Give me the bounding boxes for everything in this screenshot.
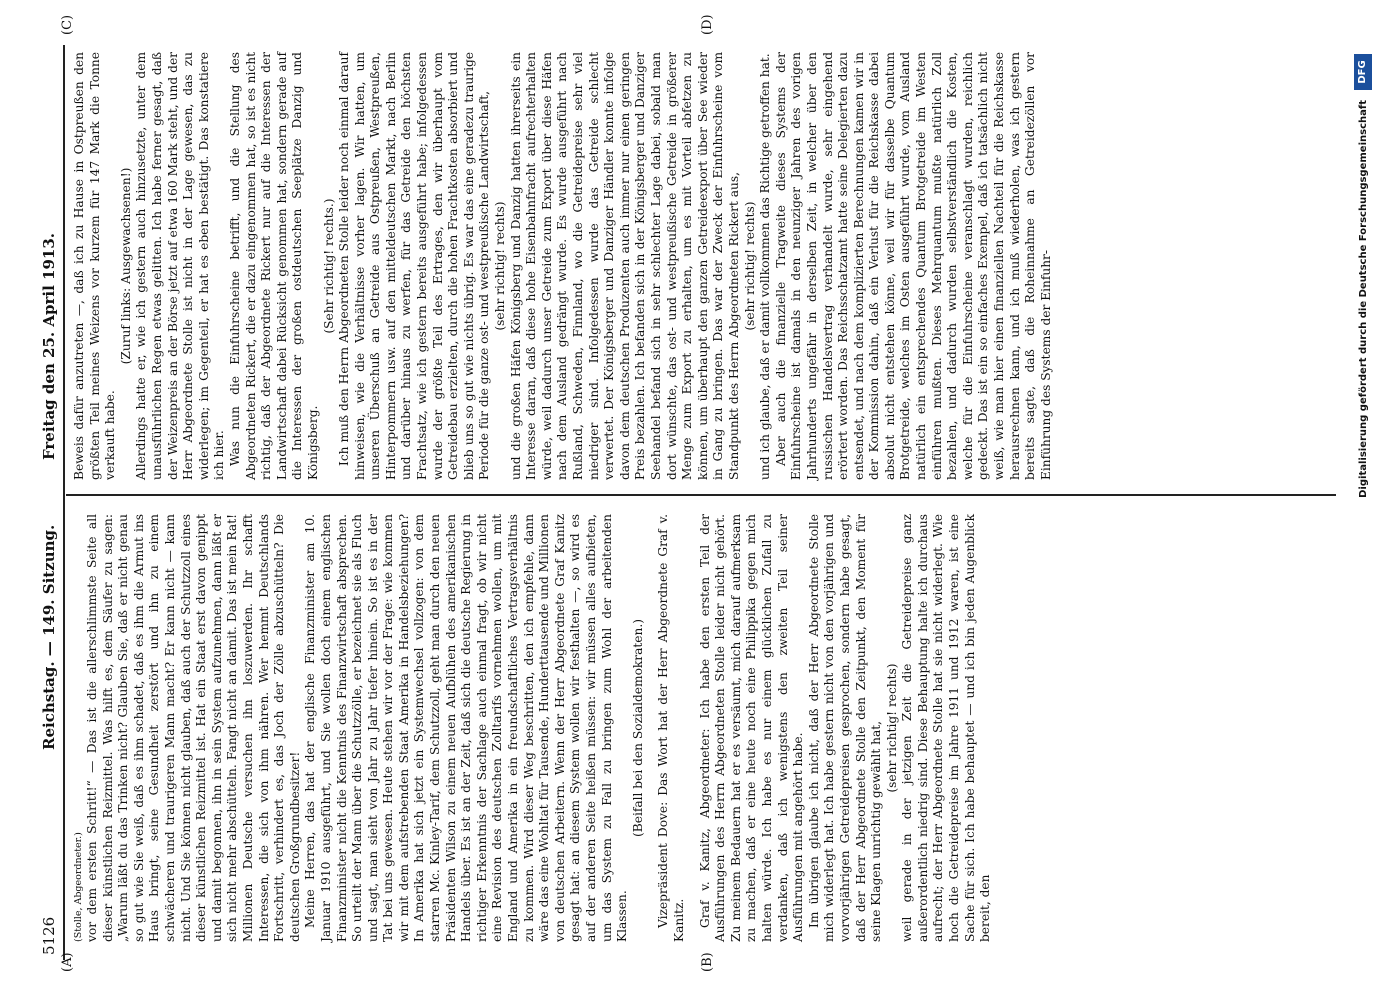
left-column xyxy=(72,514,994,942)
margin-mark-a: (A) xyxy=(60,952,75,972)
right-column xyxy=(72,52,1054,480)
header-rule xyxy=(63,45,65,960)
paragraph: Aber auch die finanzielle Tragweite dieses Systems der Einfuhrscheine ist damals in den neunziger Jahren des vorigen Jahrhunderts ungefähr in derselben Zeit, in welcher über den russischen Handelsvertrag verhandelt wurde, sehr eingehend erörtert worden. Das Reichsschatzamt hatte seine Delegierten dazu entsendet, und nach dem komplizierten Berechnungen kamen wir in der Kommission dahin, daß ein Verlust für die Reichskasse dabei absolut nicht entstehen könne, weil wir für dasselbe Quantum Brotgetreide, welches im Osten ausgeführt wurde, vom Ausland natürlich ein entsprechendes Quantum Brotgetreide im Westen einführen mußten. Dieses Mehrquantum mußte natürlich Zoll bezahlen, und dadurch wurden selbstverständlich die Kosten, welche für die Einfuhrscheine veranschlagt wurden, reichlich gedeckt. Das ist ein so einfaches Exempel, daß ich tatsächlich nicht weiß, wie man hier einen finanziellen Nachteil für die Reichskasse herausrechnen kann, und ich muß wiederholen, was ich gestern bereits sagte, daß die Roheinnahme an Getreidezöllen vor Einführung des Systems der Einfuhr- xyxy=(773,52,1053,480)
paragraph: weil gerade in der jetzigen Zeit die Getreidepreise ganz außerordentlich niedrig sind. Diese Behauptung halte ich durchaus aufrecht; der Herr Abgeordnete Stolle hat sie nicht widerlegt. Wie hoch die Getreidepreise im Jahre 1911 und 1912 waren, ist eine Sache für sich. Ich habe behauptet — und ich bin jeden Augenblick bereit, den xyxy=(900,514,993,942)
page-number: 5126 xyxy=(40,916,58,955)
paragraph: Beweis dafür anzutreten —, daß ich zu Hause in Ostpreußen den größten Teil meines Weizens vor kurzem für 147 Mark die Tonne verkauft habe. xyxy=(72,52,118,480)
dfg-logo: DFG xyxy=(1354,54,1372,90)
margin-mark-d: (D) xyxy=(700,14,715,35)
paragraph: Meine Herren, das hat der englische Finanzminister am 10. Januar 1910 ausgeführt, und Sie wollen doch einem englischen Finanzminister nicht die Kenntnis des Finanzwirtschaft absprechen. So urteilt der Mann über die Schutzzölle, er bezeichnet sie als Fluch und sagt, man sieht von Jahr zu Jahr tiefer hinein. So ist es in der Tat bei uns gewesen. Heute stehen wir vor der Frage: wie kommen wir mit dem aufstrebenden Staat Amerika in Handelsbeziehungen? In Amerika hat sich jetzt ein Systemwechsel vollzogen: von dem starren Mc. Kinley-Tarif, dem Schutzzoll, geht man durch den neuen Präsidenten Wilson zu einem neuen Aufblühen des amerikanischen Handels über. Es ist an der Zeit, daß sich die deutsche Regierung in richtiger Erkenntnis der Sachlage auch einmal fragt, ob wir nicht eine Revision des deutschen Zolltarifs vornehmen wollen, um mit England und Amerika in ein freundschaftliches Vertragsverhältnis zu kommen. Wird dieser Weg beschritten, den ich empfehle, dann wäre das eine Wohltat für Tausende, Hunderttausende und Millionen von deutschen Arbeitern. Wenn der Herr Abgeordnete Graf Kanitz gesagt hat: an diesem System wollen wir festhalten —, so wird es auf der anderen Seite heißen müssen: wir müssen alles aufbieten, um das System zu Fall zu bringen zum Wohl der arbeitenden Klassen. xyxy=(303,514,630,942)
paragraph: Vizepräsident Dove: Das Wort hat der Herr Abgeordnete Graf v. Kanitz. xyxy=(656,514,686,942)
interjection: (Sehr richtig! rechts.) xyxy=(321,198,336,334)
speaker-note: (Stolle, Abgeordneter.) xyxy=(73,832,84,942)
header-left-title: Reichstag. — 149. Sitzung. xyxy=(40,524,58,750)
interjection: (Beifall bei den Sozialdemokraten.) xyxy=(630,619,645,837)
paragraph: und ich glaube, daß er damit vollkommen das Richtige getroffen hat. xyxy=(758,53,773,480)
header-right-title: Freitag den 25. April 1913. xyxy=(40,233,58,460)
paragraph: vor dem ersten Schritt!“ — Das ist die allerschlimmste Seite all dieser künstlichen Reizmittel. Was hilft es, dem Säufer zu sagen: „Warum läßt du das Trinken nicht? Glauben Sie, daß er nicht genau so gut wie Sie weiß, daß es ihm schadet, daß es ihm die Armut ins Haus bringt, seine Gesundheit zerstört und ihn zu einem schwächeren und traurigeren Mann macht? Er kann nicht — kann nicht. Und Sie können nicht glauben, daß auch der Schutzzoll eines dieser künstlichen Reizmittel ist. Hat ein Staat erst davon genippt und damit begonnen, ihn in sein System aufzunehmen, dann läßt er sich nicht mehr abschütteln. Fangt nicht an damit. Das ist mein Rat! Millionen Deutsche versuchen ihn loszuwerden. Ihr schafft Interessen, die sich von ihm nähren. Wer hemmt Deutschlands Fortschritt, verhindert es, das Joch der Zölle abzuschütteln? Die deutschen Großgrundbesitzer! xyxy=(85,514,302,942)
column-divider xyxy=(66,495,1336,497)
interjection: (Zuruf links: Ausgewachsenen!) xyxy=(118,167,133,365)
paragraph: Graf v. Kanitz, Abgeordneter: Ich habe den ersten Teil der Ausführungen des Herrn Abgeordneten Stolle leider nicht gehört. Zu meinem Bedauern hat er es versäumt, mich darauf aufmerksam zu machen, daß er eine heute noch eine Philippika gegen mich halten würde. Ich habe es nur einem glücklichen Zufall zu verdanken, daß ich wenigstens den zweiten Teil seiner Ausführungen mit angehört habe. xyxy=(697,514,806,942)
paragraph: Allerdings hatte er, wie ich gestern auch hinzusetzte, unter dem unausführlichen Regen etwas gelitten. Ich habe ferner gesagt, daß der Weizenpreis an der Börse jetzt auf etwa 160 Mark steht, und der Herr Abgeordnete Stolle ist nicht in der Lage gewesen, das zu widerlegen; im Gegenteil, er hat es eben bestätigt. Das konstatiere ich hier. xyxy=(134,52,227,480)
margin-mark-b: (B) xyxy=(700,952,715,972)
interjection: (sehr richtig! rechts) xyxy=(493,201,508,331)
paragraph: und die großen Häfen Königsberg und Danzig hatten ihrerseits ein Interesse daran, daß diese hohe Eisenbahnfracht aufrechterhalten würde, weil dadurch unser Getreide zum Export über diese Häfen nach dem Ausland gedrängt wurde. Es wurde ausgeführt nach Rußland, Schweden, Finnland, wo die Getreidepreise sehr viel niedriger sind. Infolgedessen wurde das Getreide schlecht verwertet. Der Königsberger und Danziger Händler konnte infolge davon dem deutschen Produzenten auch immer nur einen geringen Preis bezahlen. Ich befanden sich in der Königsberger und Danziger Seehandel befand sich in sehr schlechter Lage dabei, sobald man dort wünschte, das ost- und westpreußische Getreide in größerer Menge zum Export zu erhalten, um es mit Vorteil abfetzen zu können, um überhaupt den ganzen Getreideexport über See wieder in Gang zu bringen. Das war der Zweck der Einfuhrscheine vom Standpunkt des Herrn Abgeordneten Rickert aus, xyxy=(508,52,741,480)
interjection: (sehr richtig! rechts) xyxy=(742,201,757,331)
paragraph: Im übrigen glaube ich nicht, daß der Herr Abgeordnete Stolle mich widerlegt hat. Ich habe gestern nicht von den vorjährigen und vorvorjährigen Getreidepreisen gesprochen, sondern habe gesagt, daß der Herr Abgeordnete Stolle den Zeitpunkt, den Moment für seine Klagen unrichtig gewählt hat, xyxy=(806,514,884,942)
paragraph: Ich muß den Herrn Abgeordneten Stolle leider noch einmal darauf hinweisen, wie die Verhältnisse vorher lagen. Wir hatten, um unseren Überschuß an Getreide aus Ostpreußen, Westpreußen, Hinterpommern usw. auf den mitteldeutschen Markt, nach Berlin und darüber hinaus zu werfen, für das Getreide den höchsten Frachtsatz, wie ich gestern bereits ausgeführt habe; infolgedessen wurde der größte Teil des Ertrages, den wir überhaupt vom Getreidebau erzielten, durch die hohen Frachtkosten absorbiert und blieb uns so gut wie nichts übrig. Es war das eine geradezu traurige Periode für die ganze ost- und westpreußische Landwirtschaft, xyxy=(337,52,492,480)
paragraph: Was nun die Einfuhrscheine betrifft, und die Stellung des Abgeordneten Rickert, die er dazu eingenommen hat, so ist es nicht richtig, daß der Abgeordnete Rickert nur auf die Interessen der Landwirtschaft dabei Rücksicht genommen hat, sondern gerade auf die Interessen der großen ostdeutschen Seeplätze Danzig und Königsberg. xyxy=(227,52,320,480)
margin-mark-c: (C) xyxy=(60,14,75,35)
digitization-credit: Digitalisierung gefördert durch die Deutsche Forschungsgemeinschaft xyxy=(1358,100,1369,498)
interjection: (sehr richtig! rechts) xyxy=(884,663,899,793)
